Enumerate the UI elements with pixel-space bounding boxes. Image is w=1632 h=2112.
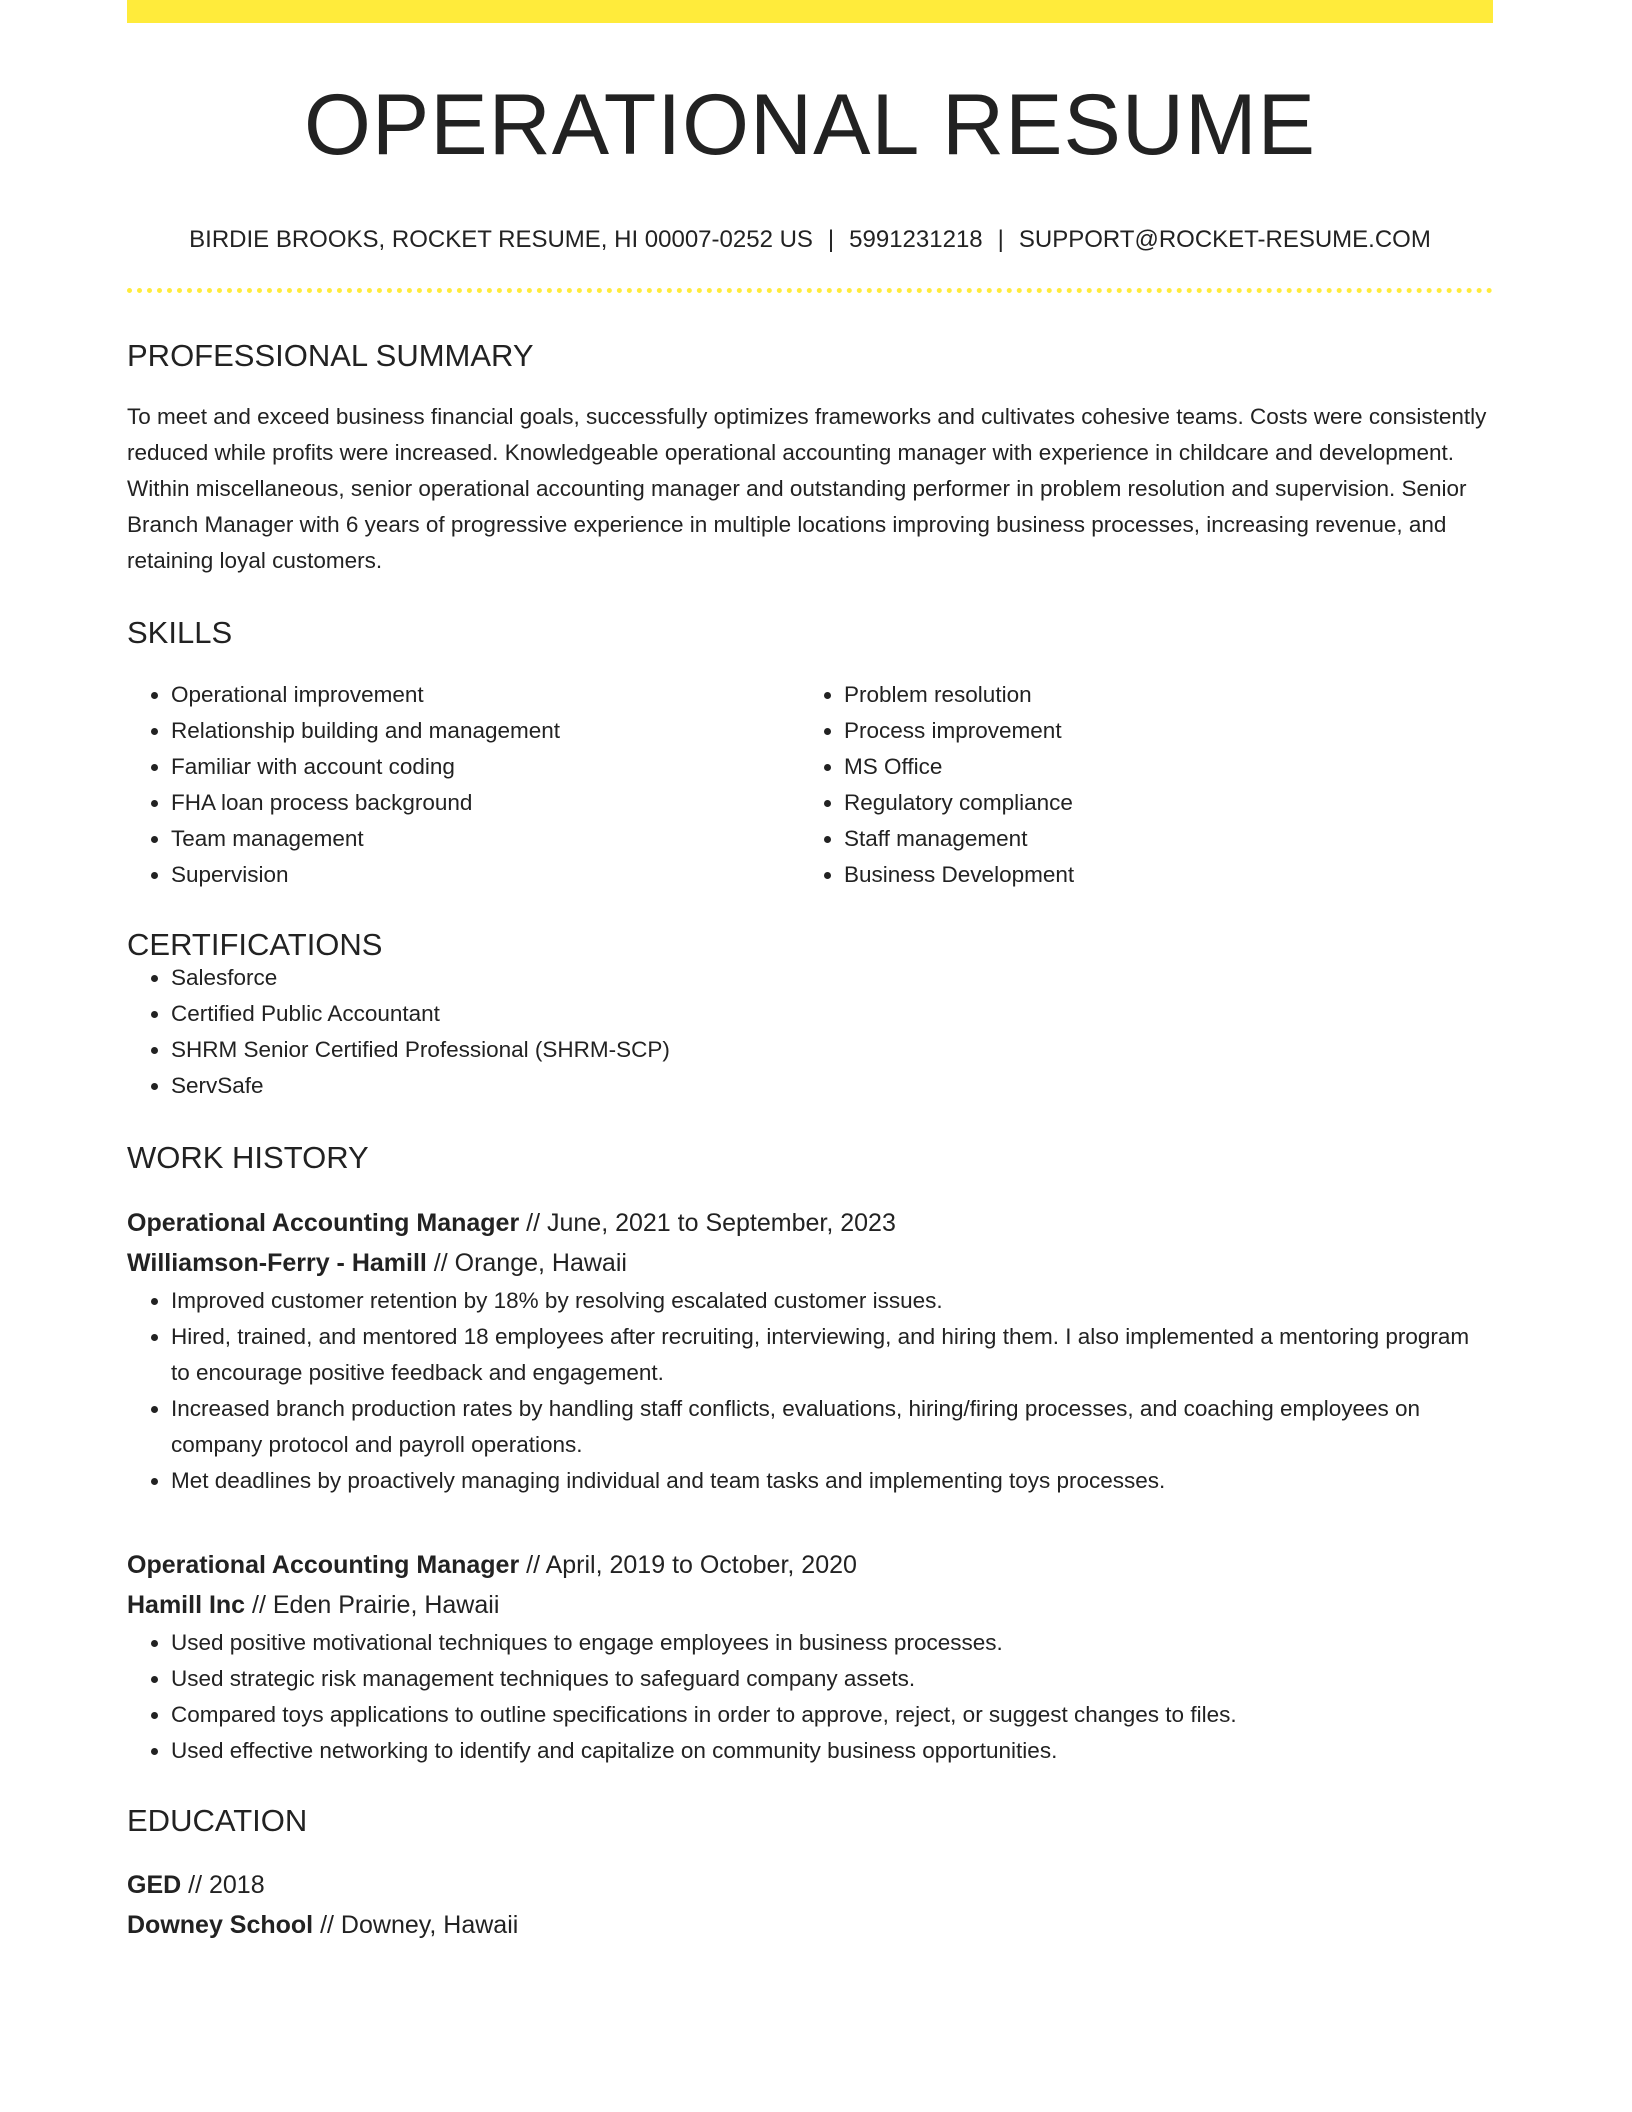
- education-heading: EDUCATION: [127, 1803, 308, 1838]
- certification-item: • Certified Public Accountant: [171, 996, 1493, 1032]
- summary-heading: PROFESSIONAL SUMMARY: [127, 338, 534, 373]
- certifications-list: [127, 960, 1493, 1104]
- contact-separator: |: [827, 226, 835, 253]
- work-history-heading: WORK HISTORY: [127, 1140, 369, 1175]
- job-dates: // April, 2019 to October, 2020: [526, 1551, 857, 1579]
- skill-item: • Familiar with account coding: [171, 749, 800, 785]
- job-bullet: • Hired, trained, and mentored 18 employees after recruiting, interviewing, and hiring them. I also implemented a mentoring program to encourage positive feedback and engagement.: [171, 1319, 1493, 1391]
- accent-top-bar: [127, 0, 1493, 23]
- skills-list-left: [127, 677, 800, 893]
- resume-title: OPERATIONAL RESUME: [304, 77, 1316, 173]
- certification-item: • SHRM Senior Certified Professional (SHRM-SCP): [171, 1032, 1493, 1068]
- skill-item: • Problem resolution: [844, 677, 1473, 713]
- job-bullet: • Used positive motivational techniques to engage employees in business processes.: [171, 1625, 1493, 1661]
- job-bullet: • Improved customer retention by 18% by resolving escalated customer issues.: [171, 1283, 1493, 1319]
- contact-separator: |: [997, 226, 1004, 253]
- job-company: Williamson-Ferry - Hamill: [127, 1249, 427, 1277]
- job-dates: // June, 2021 to September, 2023: [526, 1209, 896, 1237]
- job-location: // Orange, Hawaii: [433, 1249, 627, 1277]
- job-bullets: [127, 1625, 1493, 1769]
- education-degree-line: [127, 1865, 1493, 1905]
- skills-heading: SKILLS: [127, 615, 233, 650]
- education-school: Downey School: [127, 1911, 314, 1939]
- skill-item: • FHA loan process background: [171, 785, 800, 821]
- skills-column-left: [127, 677, 800, 893]
- skill-item: • Business Development: [844, 857, 1473, 893]
- job-bullet: • Used effective networking to identify and capitalize on community business opportunities.: [171, 1733, 1493, 1769]
- job-entry: [127, 1203, 1493, 1499]
- job-bullet: • Compared toys applications to outline specifications in order to approve, reject, or suggest changes to files.: [171, 1697, 1493, 1733]
- certification-item: • ServSafe: [171, 1068, 1493, 1104]
- job-title: Operational Accounting Manager: [127, 1551, 520, 1579]
- skill-item: • Operational improvement: [171, 677, 800, 713]
- job-bullets: [127, 1283, 1493, 1499]
- skill-item: • Regulatory compliance: [844, 785, 1473, 821]
- job-bullet: • Used strategic risk management techniques to safeguard company assets.: [171, 1661, 1493, 1697]
- job-company-line: [127, 1585, 1493, 1625]
- skills-column-right: [800, 677, 1473, 893]
- skill-item: • Team management: [171, 821, 800, 857]
- contact-email: SUPPORT@ROCKET-RESUME.COM: [1018, 226, 1431, 253]
- job-bullet: • Increased branch production rates by handling staff conflicts, evaluations, hiring/firing processes, and coaching employees on company protocol and payroll operations.: [171, 1391, 1493, 1463]
- job-title-line: [127, 1203, 1493, 1243]
- job-company-line: [127, 1243, 1493, 1283]
- job-location: // Eden Prairie, Hawaii: [252, 1591, 500, 1619]
- skill-item: • MS Office: [844, 749, 1473, 785]
- skill-item: • Relationship building and management: [171, 713, 800, 749]
- dotted-divider: [127, 288, 1493, 293]
- education-year: // 2018: [188, 1871, 265, 1899]
- skill-item: • Staff management: [844, 821, 1473, 857]
- skills-list-right: [800, 677, 1473, 893]
- resume-page: [127, 0, 1493, 1945]
- skill-item: • Process improvement: [844, 713, 1473, 749]
- education-degree: GED: [127, 1871, 182, 1899]
- contact-line: [127, 228, 1493, 252]
- skills-grid: [127, 677, 1493, 893]
- contact-address: BIRDIE BROOKS, ROCKET RESUME, HI 00007-0252 US: [189, 226, 813, 253]
- certifications-heading: CERTIFICATIONS: [127, 927, 383, 962]
- summary-text: To meet and exceed business financial goals, successfully optimizes frameworks and cultivates cohesive teams. Costs were consistently reduced while profits were increased. Knowledgeable operational accounting manager with experience in childcare and development. Within miscellaneous, senior operational accounting manager and outstanding performer in problem resolution and supervision. Senior Branch Manager with 6 years of progressive experience in multiple locations improving business processes, increasing revenue, and retaining loyal customers.: [127, 404, 1487, 573]
- job-company: Hamill Inc: [127, 1591, 246, 1619]
- job-title-line: [127, 1545, 1493, 1585]
- skill-item: • Supervision: [171, 857, 800, 893]
- job-bullet: • Met deadlines by proactively managing individual and team tasks and implementing toys processes.: [171, 1463, 1493, 1499]
- job-title: Operational Accounting Manager: [127, 1209, 520, 1237]
- certification-item: • Salesforce: [171, 960, 1493, 996]
- job-entry: [127, 1545, 1493, 1769]
- education-location: // Downey, Hawaii: [320, 1911, 519, 1939]
- education-school-line: [127, 1905, 1493, 1945]
- contact-phone: 5991231218: [849, 226, 983, 253]
